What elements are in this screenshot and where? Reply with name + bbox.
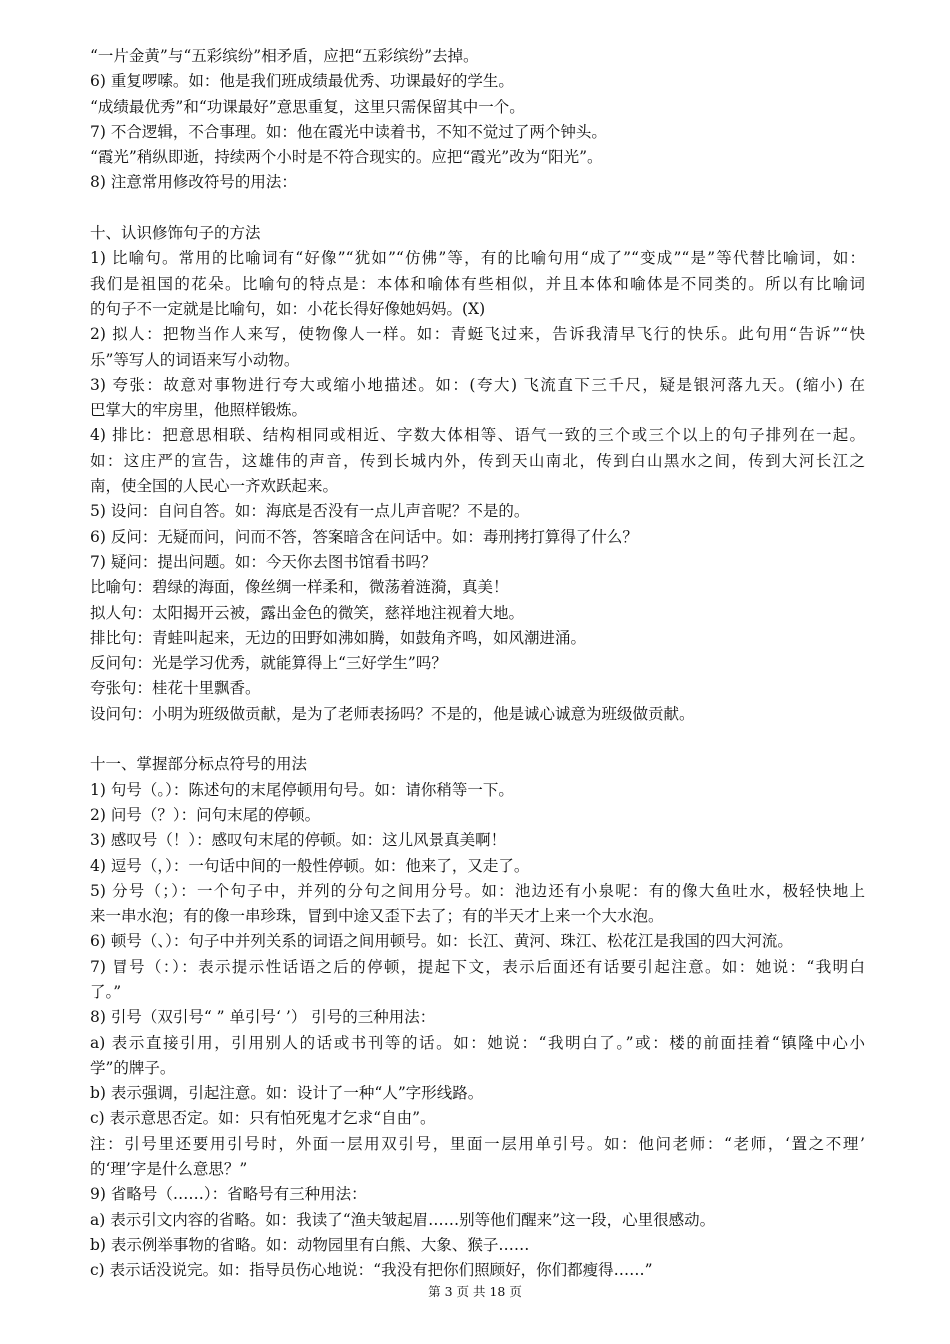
text-line: 反问句：光是学习优秀，就能算得上“三好学生”吗？: [90, 654, 447, 673]
text-line: a) 表示直接引用，引用别人的话或书刊等的话。如：她说：“我明白了。”或：楼的前面挂着“镇隆中心小: [90, 1033, 865, 1052]
text-line: 南，使全国的人民心一齐欢跃起来。: [90, 477, 339, 496]
paragraph: [90, 702, 865, 727]
text-line: 我们是祖国的花朵。比喻句的特点是：本体和喻体有些相似，并且本体和喻体是不同类的。所以有比喻词: [90, 274, 865, 293]
paragraph: [90, 95, 865, 120]
paragraph: [90, 221, 865, 246]
paragraph: [90, 575, 865, 600]
text-line: 2) 拟人：把物当作人来写，使物像人一样。如：青蜓飞过来，告诉我清早飞行的快乐。此句用“告诉”“快: [90, 325, 865, 344]
text-line: 十一、掌握部分标点符号的用法: [90, 755, 308, 774]
text-line: 3) 夸张：故意对事物进行夸大或缩小地描述。如：(夸大) 飞流直下三千尺，疑是银河落九天。(缩小) 在: [90, 375, 865, 394]
text-line: 如：这庄严的宣告，这雄伟的声音，传到长城内外，传到天山南北，传到白山黑水之间，传到大河长江之: [90, 451, 865, 470]
text-line: 3) 感叹号（！）：感叹句末尾的停顿。如：这儿风景真美啊！: [90, 831, 507, 850]
page-footer: [0, 1283, 950, 1301]
paragraph: [90, 778, 865, 803]
text-line: 了。”: [90, 982, 122, 1001]
paragraph: [90, 651, 865, 676]
paragraph: [90, 525, 865, 550]
text-line: 9) 省略号（……）：省略号有三种用法：: [90, 1185, 367, 1204]
section-gap: [90, 727, 865, 752]
text-line: 排比句：青蛙叫起来，无边的田野如沸如腾，如鼓角齐鸣，如风潮进涌。: [90, 628, 587, 647]
paragraph: [90, 1208, 865, 1233]
text-line: 1) 句号（。）：陈述句的末尾停顿用句号。如：请你稍等一下。: [90, 780, 514, 799]
text-line: b) 表示强调，引起注意。如：设计了一种“人”字形线路。: [90, 1084, 484, 1103]
paragraph: [90, 1031, 865, 1082]
text-line: 比喻句：碧绿的海面，像丝绸一样柔和，微荡着涟漪，真美！: [90, 578, 509, 597]
text-line: 设问句：小明为班级做贡献，是为了老师表扬吗？不是的，他是诚心诚意为班级做贡献。: [90, 704, 695, 723]
paragraph: [90, 550, 865, 575]
text-line: “一片金黄”与“五彩缤纷”相矛盾，应把“五彩缤纷”去掉。: [90, 47, 479, 65]
paragraph: [90, 322, 865, 373]
text-line: 7) 疑问：提出问题。如：今天你去图书馆看书吗？: [90, 552, 437, 571]
paragraph: [90, 246, 865, 322]
text-line: 4) 排比：把意思相联、结构相同或相近、字数大体相等、语气一致的三个或三个以上的句子排列在一起。: [90, 426, 865, 445]
paragraph: [90, 1233, 865, 1258]
paragraph: [90, 752, 865, 777]
text-line: 7) 不合逻辑，不合事理。如：他在霞光中读着书，不知不觉过了两个钟头。: [90, 122, 607, 141]
document-body: [90, 44, 865, 1284]
text-line: 7) 冒号（：）：表示提示性话语之后的停顿，提起下文，表示后面还有话要引起注意。如：她说：“我明白: [90, 957, 865, 976]
text-line: 6) 顿号（、）：句子中并列关系的词语之间用顿号。如：长江、黄河、珠江、松花江是我国的四大河流。: [90, 932, 793, 951]
paragraph: [90, 955, 865, 1006]
paragraph: [90, 1258, 865, 1283]
text-line: 的句子不一定就是比喻句，如：小花长得好像她妈妈。(X): [90, 299, 486, 318]
text-line: b) 表示例举事物的省略。如：动物园里有白熊、大象、猴子……: [90, 1235, 530, 1254]
text-line: 5) 分号（；）：一个句子中，并列的分句之间用分号。如：池边还有小泉呢：有的像大鱼吐水，极轻快地上: [90, 881, 865, 900]
text-line: 巴掌大的牢房里，他照样锻炼。: [90, 401, 308, 420]
text-line: 注：引号里还要用引号时，外面一层用双引号，里面一层用单引号。如：他问老师：“老师，‘置之不理’: [90, 1134, 865, 1153]
page-number: 第 3 页 共 18 页: [428, 1284, 522, 1299]
paragraph: [90, 626, 865, 651]
section: [90, 44, 865, 196]
paragraph: [90, 929, 865, 954]
paragraph: [90, 1182, 865, 1207]
paragraph: [90, 145, 865, 170]
paragraph: [90, 423, 865, 499]
paragraph: [90, 879, 865, 930]
text-line: 来一串水泡；有的像一串珍珠，冒到中途又歪下去了；有的半天才上来一个大水泡。: [90, 907, 664, 926]
text-line: 8) 注意常用修改符号的用法：: [90, 173, 297, 192]
text-line: a) 表示引文内容的省略。如：我读了“渔夫皱起眉……别等他们醒来”这一段，心里很感动。: [90, 1210, 716, 1229]
paragraph: [90, 1106, 865, 1131]
paragraph: [90, 373, 865, 424]
text-line: 的‘理’字是什么意思？”: [90, 1160, 248, 1179]
text-line: 学”的牌子。: [90, 1058, 176, 1077]
text-line: 乐”等写人的词语来写小动物。: [90, 350, 300, 369]
paragraph: [90, 499, 865, 524]
text-line: “成绩最优秀”和“功课最好”意思重复，这里只需保留其中一个。: [90, 97, 525, 116]
section: [90, 221, 865, 727]
text-line: 6) 反问：无疑而问，问而不答，答案暗含在问话中。如：毒刑拷打算得了什么？: [90, 527, 638, 546]
section: [90, 752, 865, 1283]
text-line: 十、认识修饰句子的方法: [90, 224, 261, 243]
text-line: 4) 逗号（，）：一句话中间的一般性停顿。如：他来了，又走了。: [90, 856, 530, 875]
text-line: 6) 重复啰嗦。如：他是我们班成绩最优秀、功课最好的学生。: [90, 72, 514, 91]
paragraph: [90, 44, 865, 69]
text-line: 2) 问号（？）：问句末尾的停顿。: [90, 805, 321, 824]
section-gap: [90, 196, 865, 221]
text-line: 夸张句：桂花十里飘香。: [90, 679, 261, 698]
paragraph: [90, 69, 865, 94]
text-line: c) 表示话没说完。如：指导员伤心地说：“我没有把你们照顾好，你们都瘦得……”: [90, 1261, 653, 1280]
text-line: 5) 设问：自问自答。如：海底是否没有一点儿声音呢？不是的。: [90, 502, 530, 521]
paragraph: [90, 1005, 865, 1030]
paragraph: [90, 854, 865, 879]
paragraph: [90, 1132, 865, 1183]
text-line: 1) 比喻句。常用的比喻词有“好像”“犹如”“仿佛”等，有的比喻句用“成了”“变成”“是”等代替比喻词，如：: [90, 249, 865, 268]
paragraph: [90, 601, 865, 626]
text-line: 拟人句：太阳揭开云被，露出金色的微笑，慈祥地注视着大地。: [90, 603, 525, 622]
paragraph: [90, 1081, 865, 1106]
paragraph: [90, 170, 865, 195]
paragraph: [90, 828, 865, 853]
text-line: “霞光”稍纵即逝，持续两个小时是不符合现实的。应把“霞光”改为“阳光”。: [90, 148, 603, 167]
text-line: 8) 引号（双引号“ ” 单引号‘ ’） 引号的三种用法：: [90, 1008, 436, 1027]
paragraph: [90, 120, 865, 145]
paragraph: [90, 676, 865, 701]
paragraph: [90, 803, 865, 828]
text-line: c) 表示意思否定。如：只有怕死鬼才乞求“自由”。: [90, 1109, 436, 1128]
